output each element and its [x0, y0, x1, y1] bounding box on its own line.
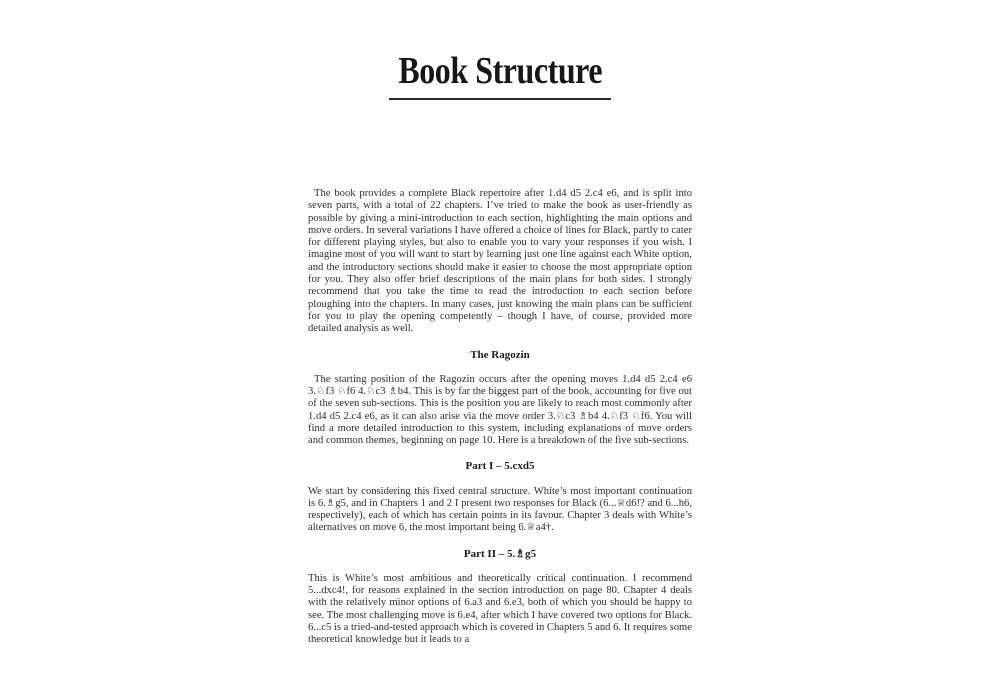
- page-title: [308, 52, 692, 90]
- part2-paragraph: This is White’s most ambitious and theoretically critical continuation. I recommend 5...dxc4!, for reasons explained in the section introduction on page 80. Chapter 4 deals with the relatively minor options of 6.a3 and 6.e3, both of which you should be happy to see. The most challenging move is 6.e4, after which I have covered two options for Black. 6...c5 is a tried-and-tested approach which is covered in Chapters 5 and 6. It requires some theoretical knowledge but it leads to a: [308, 572, 692, 646]
- title-underline: [389, 98, 611, 100]
- section-heading-ragozin: The Ragozin: [470, 348, 530, 361]
- part1-paragraph: We start by considering this fixed central structure. White’s most important continuation is 6.♗g5, and in Chapters 1 and 2 I present two responses for Black (6...♕d6!? and 6...h6, respectively), each of which has certain points in its favour. Chapter 3 deals with White’s alternatives on move 6, the most important being 6.♕a4†.: [308, 485, 692, 534]
- page-title-text: Book Structure: [398, 50, 602, 92]
- section-heading-part1: Part I – 5.cxd5: [465, 460, 535, 473]
- intro-paragraph: The book provides a complete Black repertoire after 1.d4 d5 2.c4 e6, and is split into seven parts, with a total of 22 chapters. I’ve tried to make the book as user-friendly as possible by giving a mini-introduction to each section, highlighting the main options and move orders. In several variations I have offered a choice of lines for Black, partly to cater for different playing styles, but also to enable you to vary your responses if you wish. I imagine most of you will want to start by learning just one line against each White option, and the introductory sections should make it easier to choose the most appropriate option for you. They also offer brief descriptions of the main plans for both sides. I strongly recommend that you take the time to read the introduction to each section before ploughing into the chapters. In many cases, just knowing the main plans can be sufficient for you to play the opening competently – though I have, of course, provided more detailed analysis as well.: [308, 188, 692, 335]
- section-heading-part2: Part II – 5.♗g5: [463, 547, 537, 560]
- ragozin-paragraph: The starting position of the Ragozin occurs after the opening moves 1.d4 d5 2.c4 e6 3.♘f3 ♘f6 4.♘c3 ♗b4. This is by far the biggest part of the book, accounting for five out of the seven sub-sections. This is the position you are likely to reach most commonly after 1.d4 d5 2.c4 e6, as it can also arise via the move order 3.♘c3 ♗b4 4.♘f3 ♘f6. You will find a more detailed introduction to this system, including explanations of move orders and common themes, beginning on page 10. Here is a breakdown of the five sub-sections.: [308, 373, 692, 447]
- book-page: [308, 0, 692, 647]
